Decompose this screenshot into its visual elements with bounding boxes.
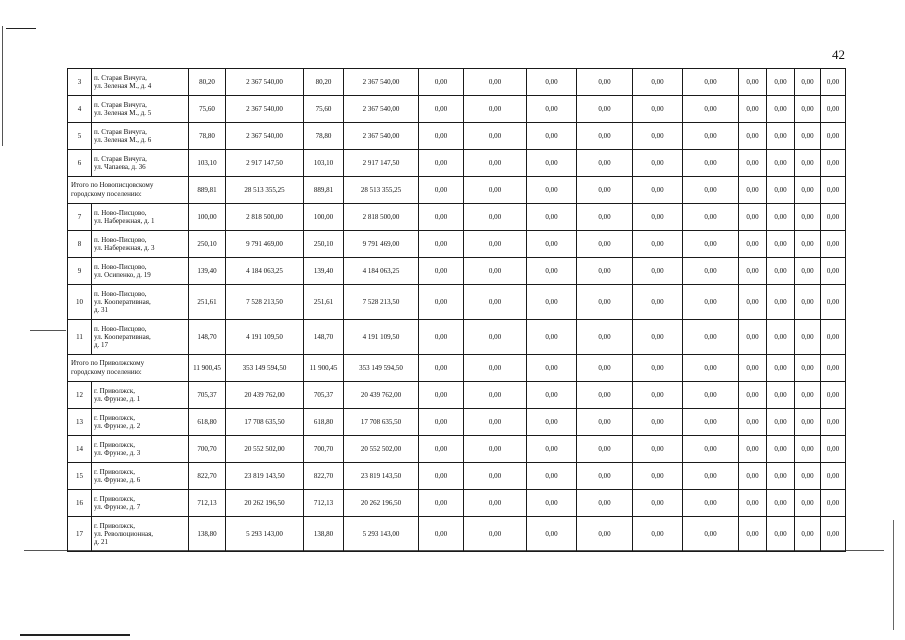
- table-row: [68, 285, 846, 320]
- value-cell-c3: 0,00: [527, 463, 577, 490]
- value-cell-c1: 0,00: [419, 517, 464, 552]
- table-row: [68, 490, 846, 517]
- value-cell-c10: 0,00: [821, 285, 846, 320]
- row-number: 15: [68, 463, 92, 490]
- value-cell-c7: 0,00: [739, 123, 767, 150]
- value-cell-cost1: 20 552 502,00: [226, 436, 304, 463]
- scan-mark-left-edge: [2, 26, 3, 146]
- value-cell-c4: 0,00: [577, 204, 633, 231]
- subtotal-row: [68, 177, 846, 204]
- value-cell-c9: 0,00: [795, 409, 821, 436]
- value-cell-c4: 0,00: [577, 382, 633, 409]
- value-cell-c8: 0,00: [767, 490, 795, 517]
- value-cell-c4: 0,00: [577, 320, 633, 355]
- value-cell-cost1: 2 917 147,50: [226, 150, 304, 177]
- value-cell-c1: 0,00: [419, 409, 464, 436]
- address-cell: г. Приволжск, ул. Фрунзе, д. 3: [92, 436, 189, 463]
- value-cell-cost2: 2 367 540,00: [344, 96, 419, 123]
- value-cell-c4: 0,00: [577, 150, 633, 177]
- value-cell-c6: 0,00: [683, 150, 739, 177]
- value-cell-c5: 0,00: [633, 463, 683, 490]
- scan-mark-right-edge: [893, 520, 894, 630]
- value-cell-c7: 0,00: [739, 490, 767, 517]
- value-cell-c5: 0,00: [633, 204, 683, 231]
- value-cell-c8: 0,00: [767, 382, 795, 409]
- value-cell-c3: 0,00: [527, 231, 577, 258]
- row-number: 10: [68, 285, 92, 320]
- value-cell-area1: 705,37: [189, 382, 226, 409]
- value-cell-c8: 0,00: [767, 204, 795, 231]
- value-cell-c7: 0,00: [739, 96, 767, 123]
- value-cell-c6: 0,00: [683, 231, 739, 258]
- value-cell-cost1: 7 528 213,50: [226, 285, 304, 320]
- value-cell-c8: 0,00: [767, 231, 795, 258]
- value-cell-c9: 0,00: [795, 463, 821, 490]
- value-cell-c8: 0,00: [767, 355, 795, 382]
- address-cell: г. Приволжск, ул. Фрунзе, д. 2: [92, 409, 189, 436]
- row-number: 13: [68, 409, 92, 436]
- value-cell-cost2: 2 917 147,50: [344, 150, 419, 177]
- address-cell: п. Старая Вичуга, ул. Чапаева, д. 36: [92, 150, 189, 177]
- value-cell-c9: 0,00: [795, 436, 821, 463]
- value-cell-c4: 0,00: [577, 517, 633, 552]
- value-cell-area2: 138,80: [304, 517, 344, 552]
- value-cell-c10: 0,00: [821, 177, 846, 204]
- value-cell-c4: 0,00: [577, 285, 633, 320]
- value-cell-c6: 0,00: [683, 177, 739, 204]
- table-row: [68, 123, 846, 150]
- value-cell-cost1: 9 791 469,00: [226, 231, 304, 258]
- value-cell-area2: 251,61: [304, 285, 344, 320]
- value-cell-c10: 0,00: [821, 409, 846, 436]
- value-cell-area2: 103,10: [304, 150, 344, 177]
- value-cell-c8: 0,00: [767, 285, 795, 320]
- value-cell-c9: 0,00: [795, 96, 821, 123]
- value-cell-cost2: 17 708 635,50: [344, 409, 419, 436]
- value-cell-c7: 0,00: [739, 517, 767, 552]
- row-number: 7: [68, 204, 92, 231]
- value-cell-c2: 0,00: [464, 150, 527, 177]
- value-cell-c10: 0,00: [821, 463, 846, 490]
- value-cell-c1: 0,00: [419, 463, 464, 490]
- table-row: [68, 436, 846, 463]
- value-cell-c8: 0,00: [767, 150, 795, 177]
- value-cell-c7: 0,00: [739, 69, 767, 96]
- value-cell-c3: 0,00: [527, 204, 577, 231]
- value-cell-c1: 0,00: [419, 285, 464, 320]
- value-cell-c1: 0,00: [419, 150, 464, 177]
- value-cell-c2: 0,00: [464, 177, 527, 204]
- value-cell-c6: 0,00: [683, 258, 739, 285]
- value-cell-c5: 0,00: [633, 409, 683, 436]
- value-cell-c9: 0,00: [795, 382, 821, 409]
- row-number: 3: [68, 69, 92, 96]
- value-cell-c10: 0,00: [821, 490, 846, 517]
- value-cell-c10: 0,00: [821, 517, 846, 552]
- subtotal-row: [68, 355, 846, 382]
- value-cell-c2: 0,00: [464, 258, 527, 285]
- value-cell-area1: 700,70: [189, 436, 226, 463]
- value-cell-area1: 618,80: [189, 409, 226, 436]
- value-cell-c9: 0,00: [795, 258, 821, 285]
- value-cell-c6: 0,00: [683, 355, 739, 382]
- value-cell-c8: 0,00: [767, 436, 795, 463]
- value-cell-c5: 0,00: [633, 355, 683, 382]
- value-cell-c4: 0,00: [577, 258, 633, 285]
- value-cell-c1: 0,00: [419, 382, 464, 409]
- page-number: 42: [832, 47, 845, 62]
- value-cell-c3: 0,00: [527, 123, 577, 150]
- address-cell: п. Ново-Писцово, ул. Осипенко, д. 19: [92, 258, 189, 285]
- table-row: [68, 258, 846, 285]
- value-cell-area2: 80,20: [304, 69, 344, 96]
- value-cell-area2: 100,00: [304, 204, 344, 231]
- value-cell-c2: 0,00: [464, 69, 527, 96]
- value-cell-cost2: 2 818 500,00: [344, 204, 419, 231]
- value-cell-area2: 11 900,45: [304, 355, 344, 382]
- table-row: [68, 231, 846, 258]
- value-cell-c9: 0,00: [795, 204, 821, 231]
- value-cell-c2: 0,00: [464, 204, 527, 231]
- value-cell-c5: 0,00: [633, 436, 683, 463]
- value-cell-c6: 0,00: [683, 285, 739, 320]
- value-cell-area2: 705,37: [304, 382, 344, 409]
- address-cell: г. Приволжск, ул. Революционная, д. 21: [92, 517, 189, 552]
- value-cell-c10: 0,00: [821, 204, 846, 231]
- value-cell-c10: 0,00: [821, 123, 846, 150]
- value-cell-c4: 0,00: [577, 177, 633, 204]
- address-cell: п. Старая Вичуга, ул. Зеленая М., д. 6: [92, 123, 189, 150]
- housing-register-table: [67, 68, 846, 552]
- value-cell-c4: 0,00: [577, 409, 633, 436]
- value-cell-c8: 0,00: [767, 320, 795, 355]
- subtotal-label: Итого по Приволжскому городскому поселению:: [68, 355, 189, 382]
- value-cell-c3: 0,00: [527, 490, 577, 517]
- value-cell-c5: 0,00: [633, 150, 683, 177]
- value-cell-c4: 0,00: [577, 69, 633, 96]
- value-cell-c4: 0,00: [577, 490, 633, 517]
- table-row: [68, 517, 846, 552]
- value-cell-c5: 0,00: [633, 490, 683, 517]
- value-cell-c6: 0,00: [683, 96, 739, 123]
- value-cell-c5: 0,00: [633, 123, 683, 150]
- value-cell-c1: 0,00: [419, 177, 464, 204]
- value-cell-cost1: 2 367 540,00: [226, 123, 304, 150]
- value-cell-cost2: 23 819 143,50: [344, 463, 419, 490]
- value-cell-c2: 0,00: [464, 355, 527, 382]
- row-number: 9: [68, 258, 92, 285]
- value-cell-c3: 0,00: [527, 177, 577, 204]
- value-cell-area2: 75,60: [304, 96, 344, 123]
- value-cell-area1: 11 900,45: [189, 355, 226, 382]
- value-cell-c8: 0,00: [767, 258, 795, 285]
- value-cell-c4: 0,00: [577, 123, 633, 150]
- value-cell-c8: 0,00: [767, 409, 795, 436]
- value-cell-cost1: 28 513 355,25: [226, 177, 304, 204]
- value-cell-cost1: 353 149 594,50: [226, 355, 304, 382]
- value-cell-cost2: 7 528 213,50: [344, 285, 419, 320]
- row-number: 5: [68, 123, 92, 150]
- value-cell-cost2: 28 513 355,25: [344, 177, 419, 204]
- row-number: 4: [68, 96, 92, 123]
- value-cell-c3: 0,00: [527, 355, 577, 382]
- value-cell-c2: 0,00: [464, 320, 527, 355]
- value-cell-c4: 0,00: [577, 96, 633, 123]
- value-cell-c5: 0,00: [633, 285, 683, 320]
- value-cell-c2: 0,00: [464, 517, 527, 552]
- row-number: 17: [68, 517, 92, 552]
- value-cell-c8: 0,00: [767, 463, 795, 490]
- value-cell-area1: 80,20: [189, 69, 226, 96]
- value-cell-area1: 822,70: [189, 463, 226, 490]
- value-cell-c3: 0,00: [527, 320, 577, 355]
- value-cell-c8: 0,00: [767, 123, 795, 150]
- address-cell: г. Приволжск, ул. Фрунзе, д. 1: [92, 382, 189, 409]
- value-cell-area2: 889,81: [304, 177, 344, 204]
- value-cell-c8: 0,00: [767, 517, 795, 552]
- value-cell-c3: 0,00: [527, 285, 577, 320]
- value-cell-c9: 0,00: [795, 320, 821, 355]
- value-cell-area1: 251,61: [189, 285, 226, 320]
- row-number: 14: [68, 436, 92, 463]
- value-cell-c6: 0,00: [683, 320, 739, 355]
- subtotal-label: Итого по Новописцовскому городскому поселению:: [68, 177, 189, 204]
- value-cell-c7: 0,00: [739, 463, 767, 490]
- value-cell-c1: 0,00: [419, 436, 464, 463]
- value-cell-area1: 139,40: [189, 258, 226, 285]
- value-cell-area2: 250,10: [304, 231, 344, 258]
- value-cell-cost1: 2 367 540,00: [226, 69, 304, 96]
- value-cell-area1: 103,10: [189, 150, 226, 177]
- value-cell-cost2: 9 791 469,00: [344, 231, 419, 258]
- value-cell-c3: 0,00: [527, 382, 577, 409]
- address-cell: п. Ново-Писцово, ул. Кооперативная, д. 17: [92, 320, 189, 355]
- value-cell-area2: 618,80: [304, 409, 344, 436]
- value-cell-c10: 0,00: [821, 96, 846, 123]
- value-cell-c9: 0,00: [795, 517, 821, 552]
- value-cell-cost1: 2 367 540,00: [226, 96, 304, 123]
- value-cell-c3: 0,00: [527, 69, 577, 96]
- value-cell-c10: 0,00: [821, 69, 846, 96]
- value-cell-c10: 0,00: [821, 150, 846, 177]
- value-cell-area2: 148,70: [304, 320, 344, 355]
- row-number: 6: [68, 150, 92, 177]
- table-row: [68, 463, 846, 490]
- value-cell-c5: 0,00: [633, 258, 683, 285]
- table-row: [68, 320, 846, 355]
- value-cell-c9: 0,00: [795, 69, 821, 96]
- value-cell-c1: 0,00: [419, 320, 464, 355]
- value-cell-c1: 0,00: [419, 258, 464, 285]
- table-row: [68, 204, 846, 231]
- value-cell-c3: 0,00: [527, 409, 577, 436]
- value-cell-c2: 0,00: [464, 463, 527, 490]
- value-cell-area1: 75,60: [189, 96, 226, 123]
- address-cell: п. Ново-Писцово, ул. Набережная, д. 1: [92, 204, 189, 231]
- table-row: [68, 96, 846, 123]
- table-row: [68, 150, 846, 177]
- value-cell-c6: 0,00: [683, 123, 739, 150]
- scan-mark-top-left: [6, 28, 36, 29]
- value-cell-area2: 712,13: [304, 490, 344, 517]
- value-cell-c6: 0,00: [683, 463, 739, 490]
- table-row: [68, 382, 846, 409]
- value-cell-area2: 139,40: [304, 258, 344, 285]
- value-cell-c6: 0,00: [683, 490, 739, 517]
- value-cell-c9: 0,00: [795, 177, 821, 204]
- scan-mark-bottom-left: [20, 634, 130, 636]
- value-cell-c2: 0,00: [464, 436, 527, 463]
- address-cell: г. Приволжск, ул. Фрунзе, д. 6: [92, 463, 189, 490]
- value-cell-cost2: 2 367 540,00: [344, 69, 419, 96]
- value-cell-cost2: 353 149 594,50: [344, 355, 419, 382]
- value-cell-c10: 0,00: [821, 231, 846, 258]
- value-cell-cost2: 20 552 502,00: [344, 436, 419, 463]
- value-cell-c9: 0,00: [795, 285, 821, 320]
- value-cell-cost2: 20 262 196,50: [344, 490, 419, 517]
- value-cell-cost1: 20 439 762,00: [226, 382, 304, 409]
- value-cell-c7: 0,00: [739, 436, 767, 463]
- value-cell-c7: 0,00: [739, 285, 767, 320]
- value-cell-c6: 0,00: [683, 382, 739, 409]
- value-cell-c7: 0,00: [739, 204, 767, 231]
- value-cell-c2: 0,00: [464, 490, 527, 517]
- value-cell-c7: 0,00: [739, 382, 767, 409]
- value-cell-cost1: 4 191 109,50: [226, 320, 304, 355]
- value-cell-cost1: 2 818 500,00: [226, 204, 304, 231]
- value-cell-c1: 0,00: [419, 231, 464, 258]
- value-cell-c5: 0,00: [633, 96, 683, 123]
- value-cell-area2: 700,70: [304, 436, 344, 463]
- value-cell-area1: 138,80: [189, 517, 226, 552]
- value-cell-c1: 0,00: [419, 69, 464, 96]
- value-cell-c7: 0,00: [739, 150, 767, 177]
- value-cell-cost1: 20 262 196,50: [226, 490, 304, 517]
- value-cell-c10: 0,00: [821, 355, 846, 382]
- value-cell-c3: 0,00: [527, 517, 577, 552]
- value-cell-c6: 0,00: [683, 436, 739, 463]
- value-cell-area1: 712,13: [189, 490, 226, 517]
- value-cell-c7: 0,00: [739, 355, 767, 382]
- value-cell-c4: 0,00: [577, 463, 633, 490]
- value-cell-area1: 78,80: [189, 123, 226, 150]
- value-cell-c8: 0,00: [767, 177, 795, 204]
- value-cell-c5: 0,00: [633, 231, 683, 258]
- value-cell-c4: 0,00: [577, 355, 633, 382]
- table-row: [68, 409, 846, 436]
- value-cell-c2: 0,00: [464, 231, 527, 258]
- value-cell-c7: 0,00: [739, 258, 767, 285]
- value-cell-c5: 0,00: [633, 382, 683, 409]
- value-cell-cost1: 23 819 143,50: [226, 463, 304, 490]
- value-cell-cost2: 4 191 109,50: [344, 320, 419, 355]
- row-number: 16: [68, 490, 92, 517]
- address-cell: п. Ново-Писцово, ул. Набережная, д. 3: [92, 231, 189, 258]
- value-cell-c10: 0,00: [821, 258, 846, 285]
- value-cell-cost1: 5 293 143,00: [226, 517, 304, 552]
- value-cell-area2: 78,80: [304, 123, 344, 150]
- row-number: 11: [68, 320, 92, 355]
- value-cell-c1: 0,00: [419, 96, 464, 123]
- value-cell-cost1: 17 708 635,50: [226, 409, 304, 436]
- value-cell-c1: 0,00: [419, 355, 464, 382]
- value-cell-c9: 0,00: [795, 490, 821, 517]
- value-cell-c6: 0,00: [683, 517, 739, 552]
- address-cell: п. Старая Вичуга, ул. Зеленая М., д. 5: [92, 96, 189, 123]
- value-cell-c2: 0,00: [464, 409, 527, 436]
- value-cell-c10: 0,00: [821, 382, 846, 409]
- value-cell-area1: 889,81: [189, 177, 226, 204]
- value-cell-c10: 0,00: [821, 436, 846, 463]
- value-cell-c9: 0,00: [795, 355, 821, 382]
- value-cell-c8: 0,00: [767, 96, 795, 123]
- value-cell-c5: 0,00: [633, 320, 683, 355]
- address-cell: п. Ново-Писцово, ул. Кооперативная, д. 31: [92, 285, 189, 320]
- value-cell-c4: 0,00: [577, 231, 633, 258]
- table-body: [68, 69, 846, 552]
- table-row: [68, 69, 846, 96]
- value-cell-c2: 0,00: [464, 285, 527, 320]
- value-cell-cost2: 4 184 063,25: [344, 258, 419, 285]
- value-cell-c7: 0,00: [739, 177, 767, 204]
- value-cell-area2: 822,70: [304, 463, 344, 490]
- row-number: 8: [68, 231, 92, 258]
- value-cell-c3: 0,00: [527, 436, 577, 463]
- value-cell-c6: 0,00: [683, 204, 739, 231]
- value-cell-cost1: 4 184 063,25: [226, 258, 304, 285]
- address-cell: п. Старая Вичуга, ул. Зеленая М., д. 4: [92, 69, 189, 96]
- value-cell-area1: 148,70: [189, 320, 226, 355]
- value-cell-cost2: 5 293 143,00: [344, 517, 419, 552]
- value-cell-c7: 0,00: [739, 231, 767, 258]
- value-cell-c2: 0,00: [464, 123, 527, 150]
- value-cell-c1: 0,00: [419, 204, 464, 231]
- value-cell-c8: 0,00: [767, 69, 795, 96]
- value-cell-c3: 0,00: [527, 150, 577, 177]
- value-cell-c7: 0,00: [739, 409, 767, 436]
- value-cell-c9: 0,00: [795, 150, 821, 177]
- value-cell-cost2: 20 439 762,00: [344, 382, 419, 409]
- value-cell-c6: 0,00: [683, 69, 739, 96]
- value-cell-c10: 0,00: [821, 320, 846, 355]
- row-number: 12: [68, 382, 92, 409]
- value-cell-area1: 100,00: [189, 204, 226, 231]
- value-cell-c6: 0,00: [683, 409, 739, 436]
- value-cell-c2: 0,00: [464, 382, 527, 409]
- address-cell: г. Приволжск, ул. Фрунзе, д. 7: [92, 490, 189, 517]
- value-cell-area1: 250,10: [189, 231, 226, 258]
- value-cell-c5: 0,00: [633, 177, 683, 204]
- value-cell-cost2: 2 367 540,00: [344, 123, 419, 150]
- value-cell-c5: 0,00: [633, 69, 683, 96]
- value-cell-c3: 0,00: [527, 96, 577, 123]
- value-cell-c4: 0,00: [577, 436, 633, 463]
- value-cell-c3: 0,00: [527, 258, 577, 285]
- value-cell-c9: 0,00: [795, 231, 821, 258]
- value-cell-c1: 0,00: [419, 123, 464, 150]
- value-cell-c9: 0,00: [795, 123, 821, 150]
- value-cell-c2: 0,00: [464, 96, 527, 123]
- value-cell-c5: 0,00: [633, 517, 683, 552]
- value-cell-c7: 0,00: [739, 320, 767, 355]
- value-cell-c1: 0,00: [419, 490, 464, 517]
- scan-mark-left-mid: [30, 330, 66, 331]
